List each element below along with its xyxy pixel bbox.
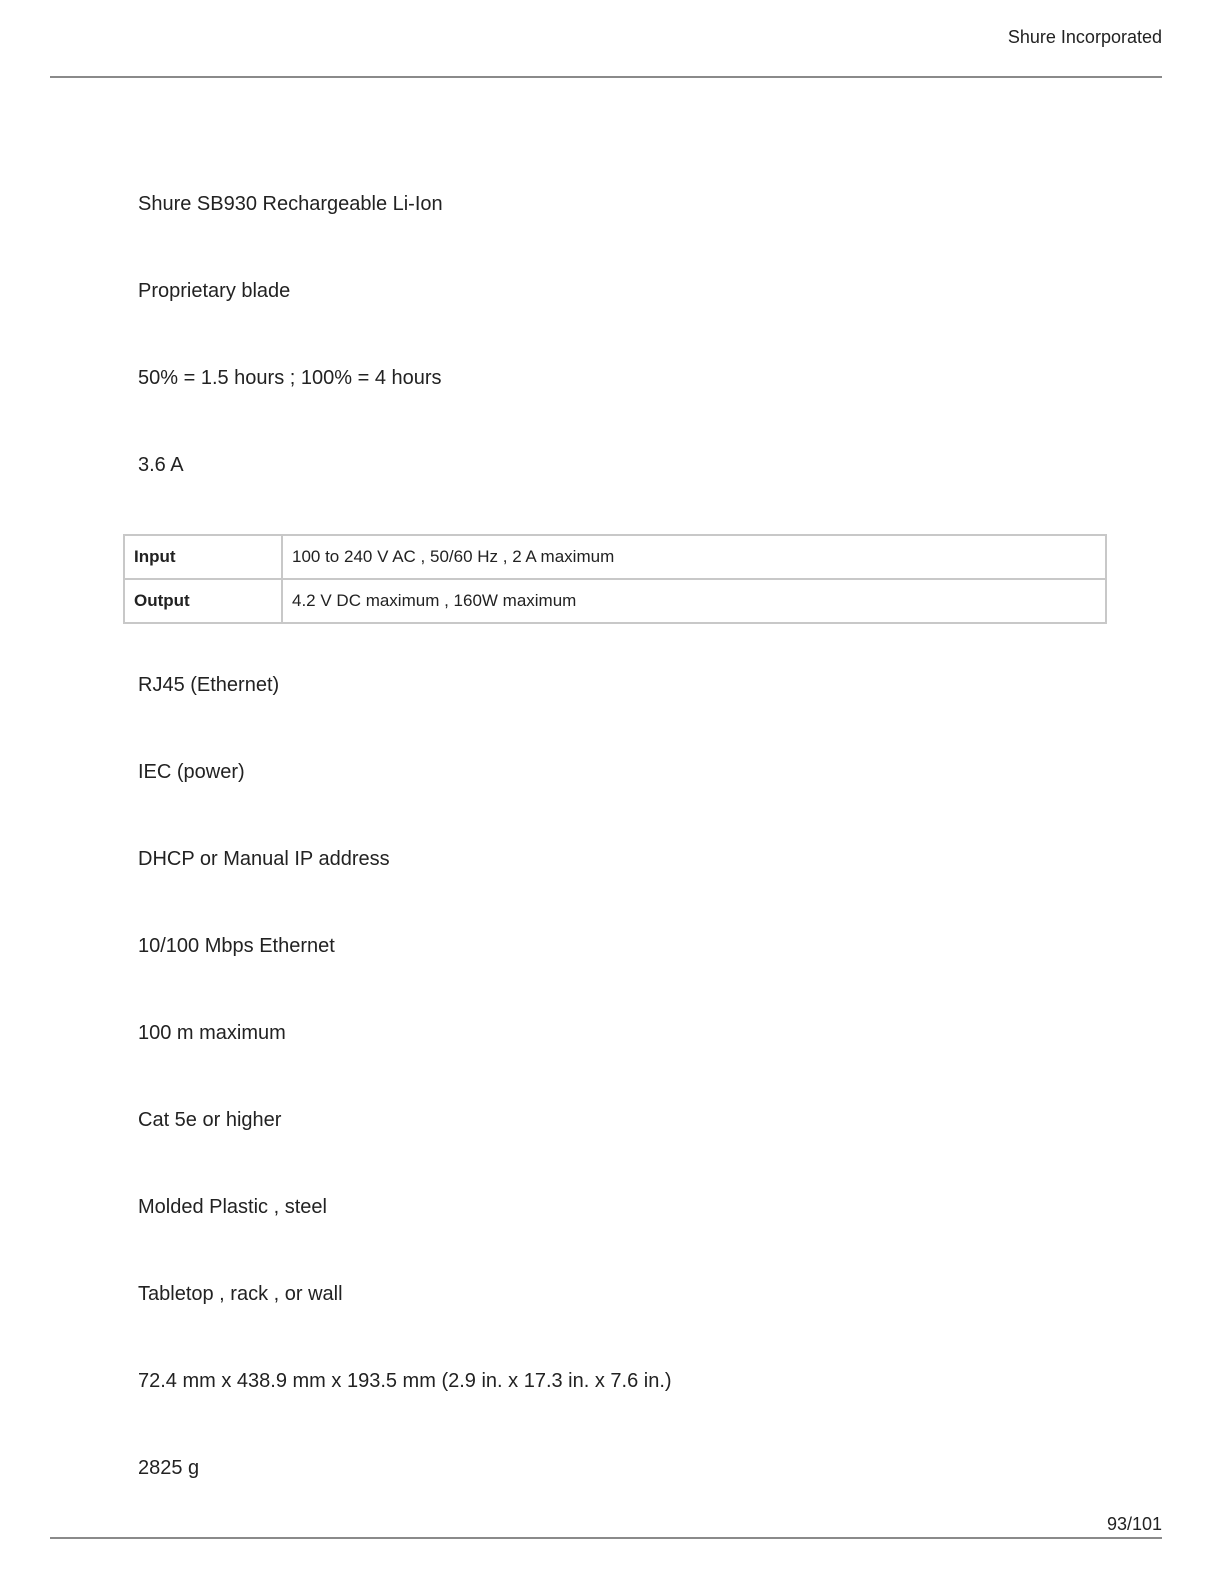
- footer-divider: [50, 1537, 1162, 1539]
- table-row: [124, 579, 1106, 623]
- dimensions-value: 72.4 mm x 438.9 mm x 193.5 mm (2.9 in. x 17.3 in. x 7.6 in.): [138, 1370, 672, 1392]
- housing-value: Molded Plastic , steel: [138, 1196, 327, 1218]
- table-cell-input-label: Input: [124, 535, 282, 579]
- network-speed-value: 10/100 Mbps Ethernet: [138, 935, 335, 957]
- table-row: [124, 535, 1106, 579]
- header-divider: [50, 76, 1162, 78]
- mounting-value: Tabletop , rack , or wall: [138, 1283, 343, 1305]
- page-number: 93/101: [1106, 1514, 1162, 1534]
- connector-value: Proprietary blade: [138, 280, 291, 302]
- power-connector-value: IEC (power): [138, 761, 245, 783]
- table-cell-input-value: 100 to 240 V AC , 50/60 Hz , 2 A maximum: [282, 535, 1106, 579]
- network-connector-value: RJ45 (Ethernet): [138, 674, 280, 696]
- table-cell-output-label: Output: [124, 579, 282, 623]
- table-cell-output-value: 4.2 V DC maximum , 160W maximum: [282, 579, 1106, 623]
- weight-value: 2825 g: [138, 1457, 200, 1479]
- addressing-value: DHCP or Manual IP address: [138, 848, 390, 870]
- power-supply-table: [123, 534, 1107, 624]
- battery-type-value: Shure SB930 Rechargeable Li-Ion: [138, 193, 443, 215]
- current-value: 3.6 A: [138, 454, 184, 476]
- cable-type-value: Cat 5e or higher: [138, 1109, 282, 1131]
- charge-time-value: 50% = 1.5 hours ; 100% = 4 hours: [138, 367, 442, 389]
- header-company: Shure Incorporated: [1007, 27, 1162, 47]
- cable-length-value: 100 m maximum: [138, 1022, 286, 1044]
